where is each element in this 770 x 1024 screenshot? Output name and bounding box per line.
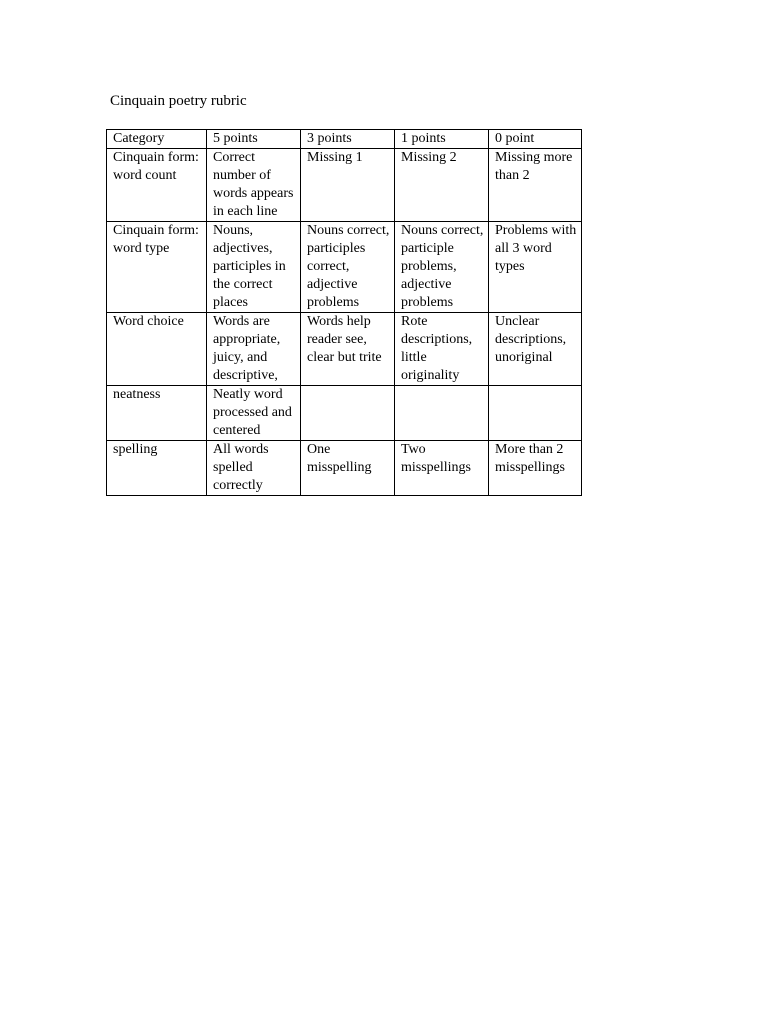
table-cell: Unclear descriptions, unoriginal — [489, 313, 582, 386]
table-row — [107, 313, 582, 386]
table-row — [107, 149, 582, 222]
table-header-row — [107, 130, 582, 149]
page-title: Cinquain poetry rubric — [110, 93, 247, 109]
table-cell: Two misspellings — [395, 441, 489, 496]
table-row — [107, 386, 582, 441]
table-cell: Words help reader see, clear but trite — [301, 313, 395, 386]
table-cell: Correct number of words appears in each line — [207, 149, 301, 222]
table-cell: Missing 2 — [395, 149, 489, 222]
table-cell: Missing 1 — [301, 149, 395, 222]
rubric-table — [106, 129, 582, 496]
table-cell: Nouns, adjectives, participles in the correct places — [207, 222, 301, 313]
table-cell — [489, 386, 582, 441]
table-row — [107, 441, 582, 496]
table-cell: One misspelling — [301, 441, 395, 496]
table-cell: Rote descriptions, little originality — [395, 313, 489, 386]
table-cell — [395, 386, 489, 441]
table-cell: Words are appropriate, juicy, and descriptive, — [207, 313, 301, 386]
table-cell: Nouns correct, participle problems, adjective problems — [395, 222, 489, 313]
table-row — [107, 222, 582, 313]
header-cell-category: Category — [107, 130, 207, 149]
category-cell: Cinquain form: word count — [107, 149, 207, 222]
table-cell: Nouns correct, participles correct, adjective problems — [301, 222, 395, 313]
table-cell: All words spelled correctly — [207, 441, 301, 496]
category-cell: neatness — [107, 386, 207, 441]
table-cell: More than 2 misspellings — [489, 441, 582, 496]
header-cell-5-points: 5 points — [207, 130, 301, 149]
category-cell: Word choice — [107, 313, 207, 386]
table-cell: Neatly word processed and centered — [207, 386, 301, 441]
category-cell: Cinquain form: word type — [107, 222, 207, 313]
table-cell: Missing more than 2 — [489, 149, 582, 222]
header-cell-0-point: 0 point — [489, 130, 582, 149]
table-cell — [301, 386, 395, 441]
header-cell-3-points: 3 points — [301, 130, 395, 149]
table-cell: Problems with all 3 word types — [489, 222, 582, 313]
category-cell: spelling — [107, 441, 207, 496]
header-cell-1-points: 1 points — [395, 130, 489, 149]
